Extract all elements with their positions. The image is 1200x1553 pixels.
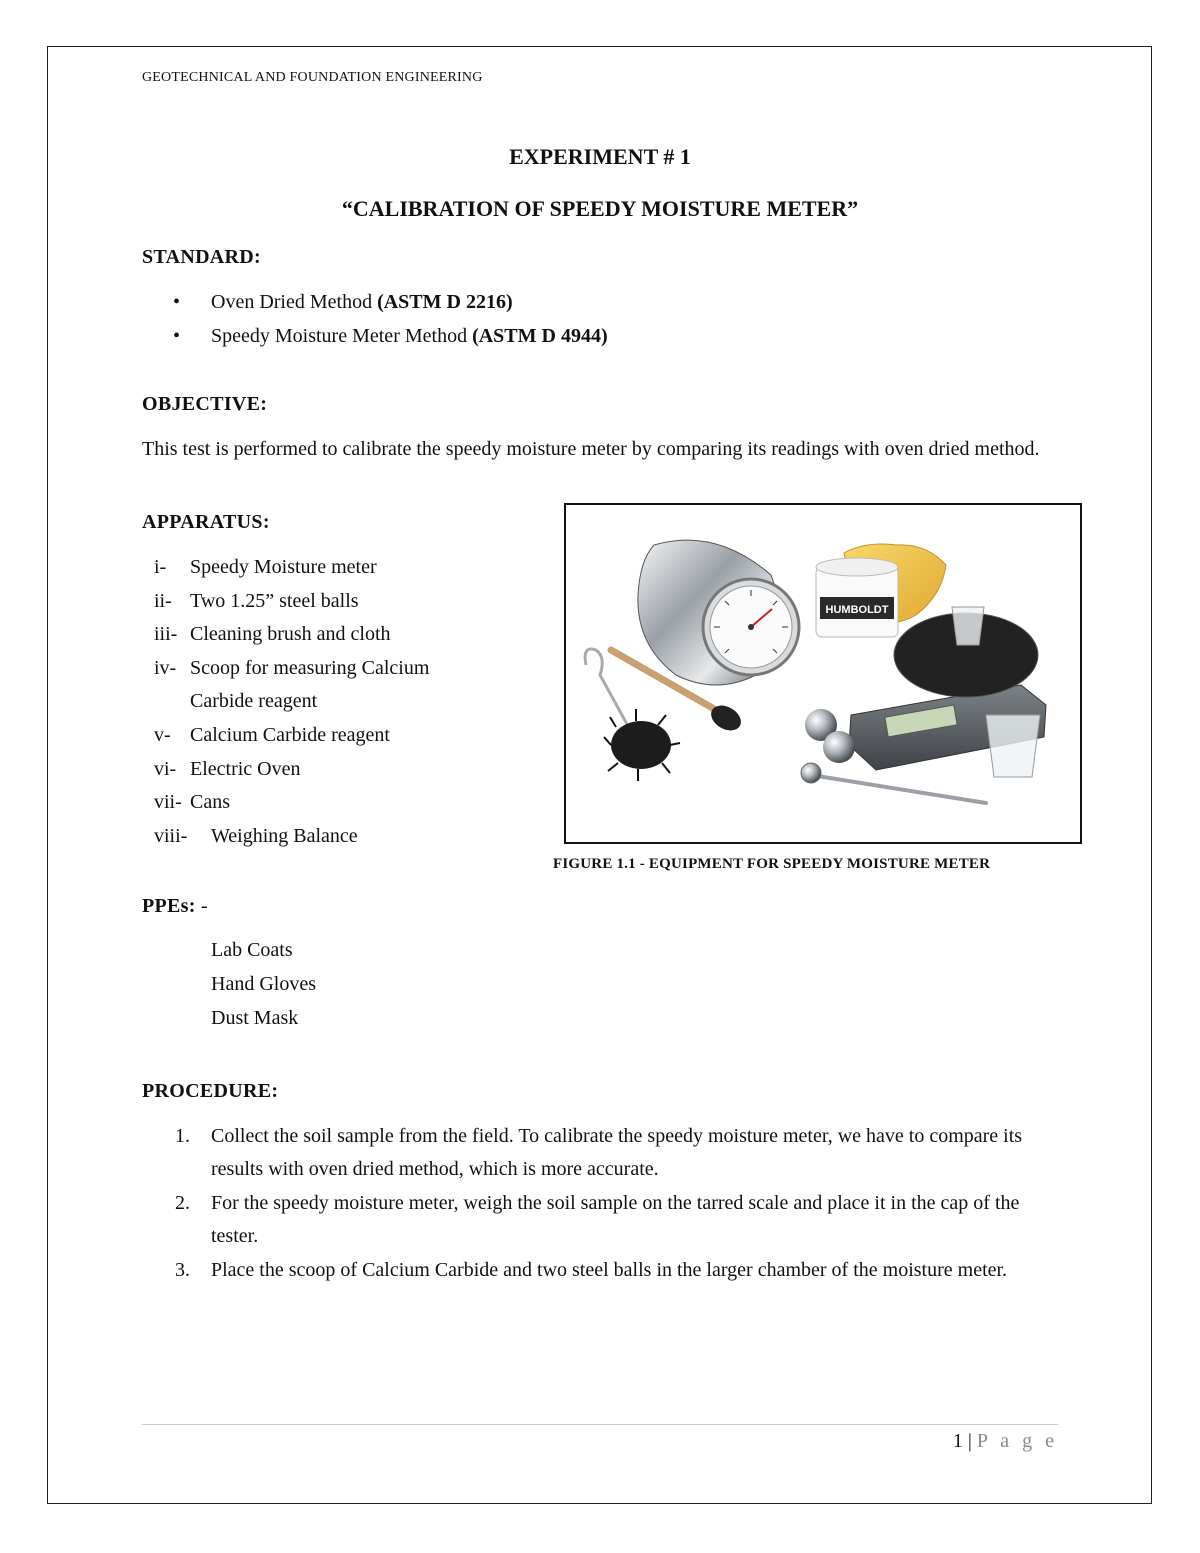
ppe-list <box>211 933 316 1035</box>
bullet-icon: • <box>173 325 181 347</box>
page-footer <box>953 1430 1058 1453</box>
procedure-step <box>142 1254 1062 1287</box>
apparatus-item-number: iv- <box>154 656 177 679</box>
apparatus-item-number: v- <box>154 723 171 746</box>
standard-item <box>142 319 608 353</box>
apparatus-item <box>154 753 490 787</box>
apparatus-item-number: ii- <box>154 589 172 612</box>
running-header: GEOTECHNICAL AND FOUNDATION ENGINEERING <box>142 70 483 85</box>
apparatus-item-text: Calcium Carbide reagent <box>190 723 390 746</box>
standard-list <box>142 285 608 353</box>
ppe-heading <box>142 895 208 918</box>
humboldt-logo: HUMBOLDT <box>825 604 889 616</box>
standard-item-code: (ASTM D 4944) <box>472 325 608 347</box>
experiment-title: “CALIBRATION OF SPEEDY MOISTURE METER” <box>341 196 859 221</box>
apparatus-item-text: Two 1.25” steel balls <box>190 589 359 612</box>
apparatus-item-number: vi- <box>154 757 177 780</box>
equipment-figure <box>564 503 1082 844</box>
footer-divider <box>142 1424 1058 1425</box>
apparatus-item-number: vii- <box>154 791 182 814</box>
apparatus-item <box>154 585 490 619</box>
standard-heading: STANDARD: <box>142 246 261 268</box>
procedure-step <box>142 1120 1062 1186</box>
steel-ball <box>823 731 855 763</box>
procedure-step-text: Place the scoop of Calcium Carbide and two steel balls in the larger chamber of the moisture meter. <box>211 1259 1008 1281</box>
procedure-list <box>142 1120 1062 1288</box>
page-number: 1 <box>952 1430 963 1452</box>
footer-separator: | <box>962 1430 977 1452</box>
procedure-step-number: 1. <box>175 1125 190 1147</box>
ppe-item: Hand Gloves <box>211 973 316 995</box>
procedure-step-text: Collect the soil sample from the field. To calibrate the speedy moisture meter, we have to compare its results with oven dried method, which is more accurate. <box>211 1125 1023 1180</box>
apparatus-heading: APPARATUS: <box>142 511 270 533</box>
procedure-step-number: 2. <box>175 1192 190 1214</box>
apparatus-item-text: Speedy Moisture meter <box>190 556 377 578</box>
bottle-brush <box>604 709 680 781</box>
objective-heading: OBJECTIVE: <box>142 393 268 415</box>
ppe-item: Lab Coats <box>211 939 293 961</box>
apparatus-item <box>154 618 490 652</box>
standard-item-text: Oven Dried Method <box>211 291 378 313</box>
measuring-scoop <box>811 775 986 803</box>
standard-item-text: Speedy Moisture Meter Method <box>211 325 473 347</box>
apparatus-item-text: Weighing Balance <box>211 824 358 847</box>
procedure-step-number: 3. <box>175 1259 190 1281</box>
apparatus-item-number: i- <box>154 556 167 578</box>
apparatus-item-text: Electric Oven <box>190 757 301 780</box>
equipment-illustration <box>566 505 1080 842</box>
apparatus-item <box>154 786 490 820</box>
apparatus-item-number: viii- <box>154 824 188 847</box>
standard-item <box>142 285 608 319</box>
apparatus-item-text: Scoop for measuring Calcium Carbide reagent <box>190 656 430 713</box>
ppe-item: Dust Mask <box>211 1007 299 1029</box>
procedure-step <box>142 1187 1062 1253</box>
apparatus-item-number: iii- <box>154 623 178 646</box>
objective-text: This test is performed to calibrate the speedy moisture meter by comparing its readings with oven dried method. <box>142 438 1040 460</box>
apparatus-list <box>154 551 490 853</box>
apparatus-item <box>154 551 490 585</box>
apparatus-item <box>154 652 490 719</box>
beaker <box>952 607 984 645</box>
apparatus-item <box>154 719 490 753</box>
page-word: P a g e <box>976 1430 1058 1452</box>
ppe-heading-suffix: - <box>195 895 208 917</box>
standard-item-code: (ASTM D 2216) <box>377 291 513 313</box>
procedure-heading: PROCEDURE: <box>142 1080 279 1102</box>
apparatus-item-text: Cleaning brush and cloth <box>190 623 391 646</box>
apparatus-item-text: Cans <box>190 791 230 814</box>
bullet-icon: • <box>173 291 181 313</box>
procedure-step-text: For the speedy moisture meter, weigh the soil sample on the tarred scale and place it in the cap of the tester. <box>211 1192 1020 1247</box>
figure-caption: FIGURE 1.1 - EQUIPMENT FOR SPEEDY MOISTURE METER <box>553 856 991 872</box>
experiment-number: EXPERIMENT # 1 <box>509 144 691 169</box>
beaker <box>986 715 1040 777</box>
ppe-heading-label: PPEs: <box>142 895 196 917</box>
apparatus-item <box>154 820 490 854</box>
